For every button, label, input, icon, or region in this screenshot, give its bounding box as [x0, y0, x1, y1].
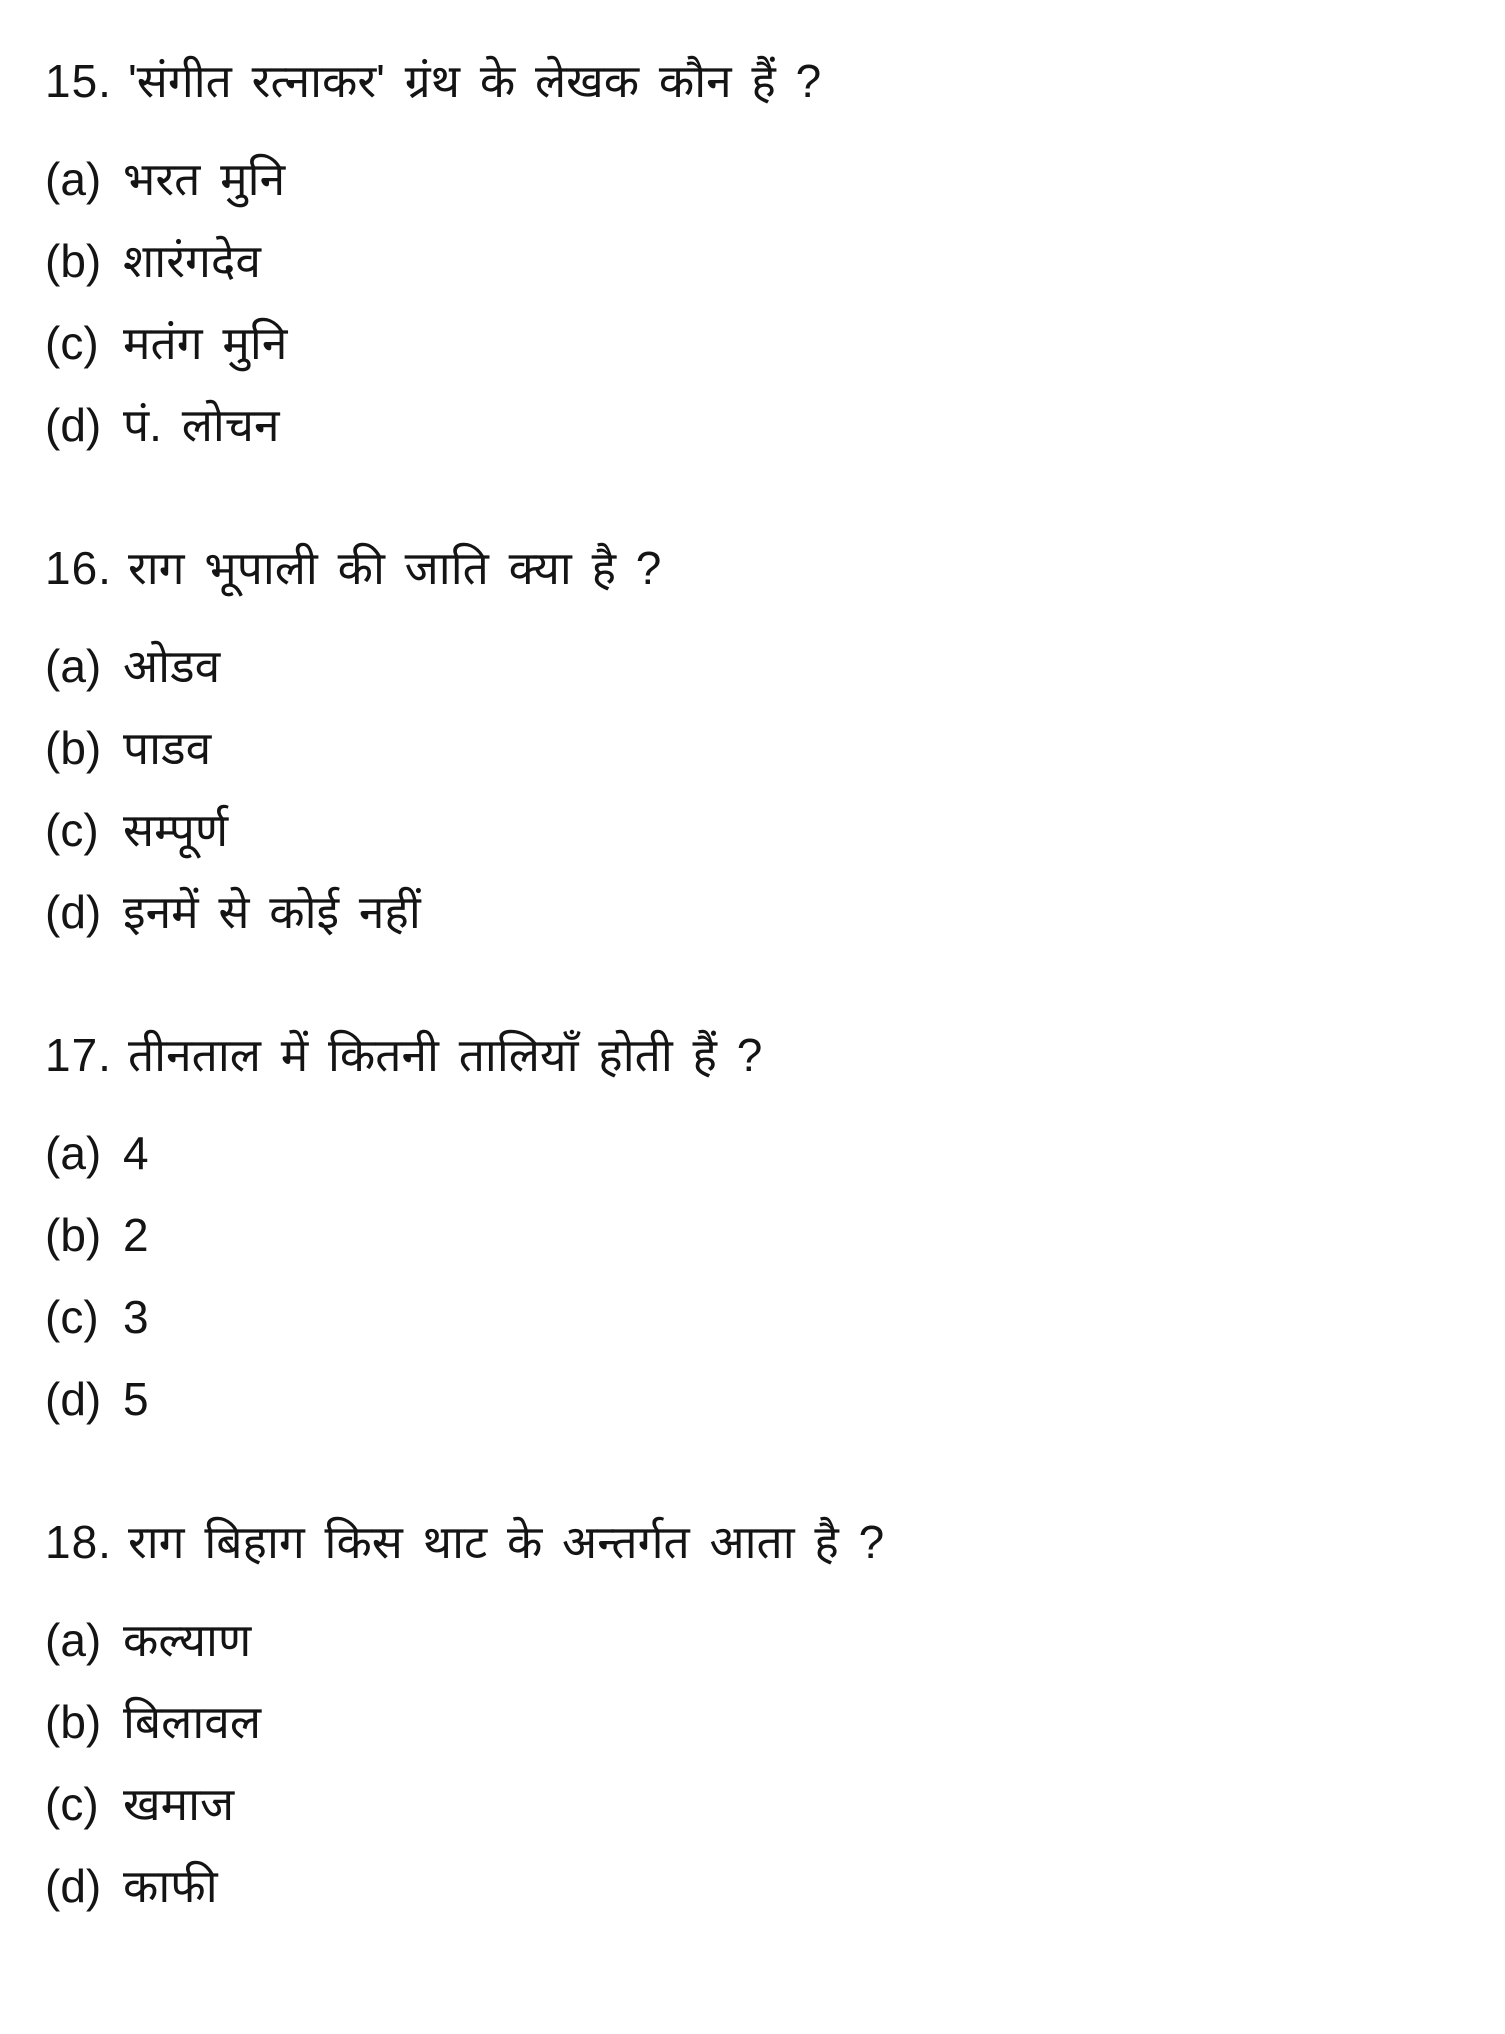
- question-text: राग भूपाली की जाति क्या है ?: [127, 542, 662, 594]
- question-text: राग बिहाग किस थाट के अन्तर्गत आता है ?: [127, 1516, 885, 1568]
- option-label: (b): [45, 1209, 102, 1261]
- question-17-option-a: [45, 1124, 1465, 1182]
- question-16: [45, 539, 1465, 597]
- question-17: [45, 1026, 1465, 1084]
- question-block-15: [45, 52, 1465, 454]
- question-block-16: [45, 539, 1465, 941]
- option-text: ओडव: [123, 640, 221, 692]
- question-18-option-d: [45, 1857, 1465, 1915]
- option-text: 4: [123, 1127, 149, 1179]
- question-15: [45, 52, 1465, 110]
- question-number: 16.: [45, 542, 112, 594]
- question-15-option-d: [45, 396, 1465, 454]
- option-text: काफी: [123, 1860, 218, 1912]
- option-text: सम्पूर्ण: [123, 804, 229, 856]
- option-label: (d): [45, 1373, 102, 1425]
- option-label: (a): [45, 1614, 102, 1666]
- option-label: (b): [45, 235, 102, 287]
- option-label: (a): [45, 640, 102, 692]
- question-18-option-c: [45, 1775, 1465, 1833]
- option-text: 3: [123, 1291, 149, 1343]
- question-18-option-a: [45, 1611, 1465, 1669]
- option-text: पं. लोचन: [123, 399, 280, 451]
- question-18-option-b: [45, 1693, 1465, 1751]
- option-label: (b): [45, 722, 102, 774]
- option-text: 5: [123, 1373, 149, 1425]
- option-text: 2: [123, 1209, 149, 1261]
- question-number: 17.: [45, 1029, 112, 1081]
- option-text: इनमें से कोई नहीं: [123, 886, 421, 938]
- option-text: बिलावल: [123, 1696, 262, 1748]
- option-label: (d): [45, 1860, 102, 1912]
- question-17-option-b: [45, 1206, 1465, 1264]
- option-label: (c): [45, 1291, 99, 1343]
- option-label: (c): [45, 804, 99, 856]
- option-label: (a): [45, 153, 102, 205]
- question-16-option-c: [45, 801, 1465, 859]
- question-16-option-b: [45, 719, 1465, 777]
- option-text: शारंगदेव: [123, 235, 261, 287]
- option-label: (b): [45, 1696, 102, 1748]
- option-label: (d): [45, 886, 102, 938]
- question-15-option-c: [45, 314, 1465, 372]
- question-text: तीनताल में कितनी तालियाँ होती हैं ?: [127, 1029, 763, 1081]
- question-15-option-b: [45, 232, 1465, 290]
- question-block-17: [45, 1026, 1465, 1428]
- option-text: पाडव: [123, 722, 212, 774]
- question-block-18: [45, 1513, 1465, 1915]
- option-label: (c): [45, 317, 99, 369]
- question-17-option-d: [45, 1370, 1465, 1428]
- question-text: 'संगीत रत्नाकर' ग्रंथ के लेखक कौन हैं ?: [127, 55, 822, 107]
- option-label: (a): [45, 1127, 102, 1179]
- question-15-option-a: [45, 150, 1465, 208]
- question-16-option-d: [45, 883, 1465, 941]
- option-text: मतंग मुनि: [123, 317, 288, 369]
- question-number: 18.: [45, 1516, 112, 1568]
- option-label: (c): [45, 1778, 99, 1830]
- option-text: कल्याण: [123, 1614, 252, 1666]
- option-label: (d): [45, 399, 102, 451]
- question-17-option-c: [45, 1288, 1465, 1346]
- question-number: 15.: [45, 55, 112, 107]
- option-text: भरत मुनि: [123, 153, 286, 205]
- question-16-option-a: [45, 637, 1465, 695]
- option-text: खमाज: [123, 1778, 235, 1830]
- question-18: [45, 1513, 1465, 1571]
